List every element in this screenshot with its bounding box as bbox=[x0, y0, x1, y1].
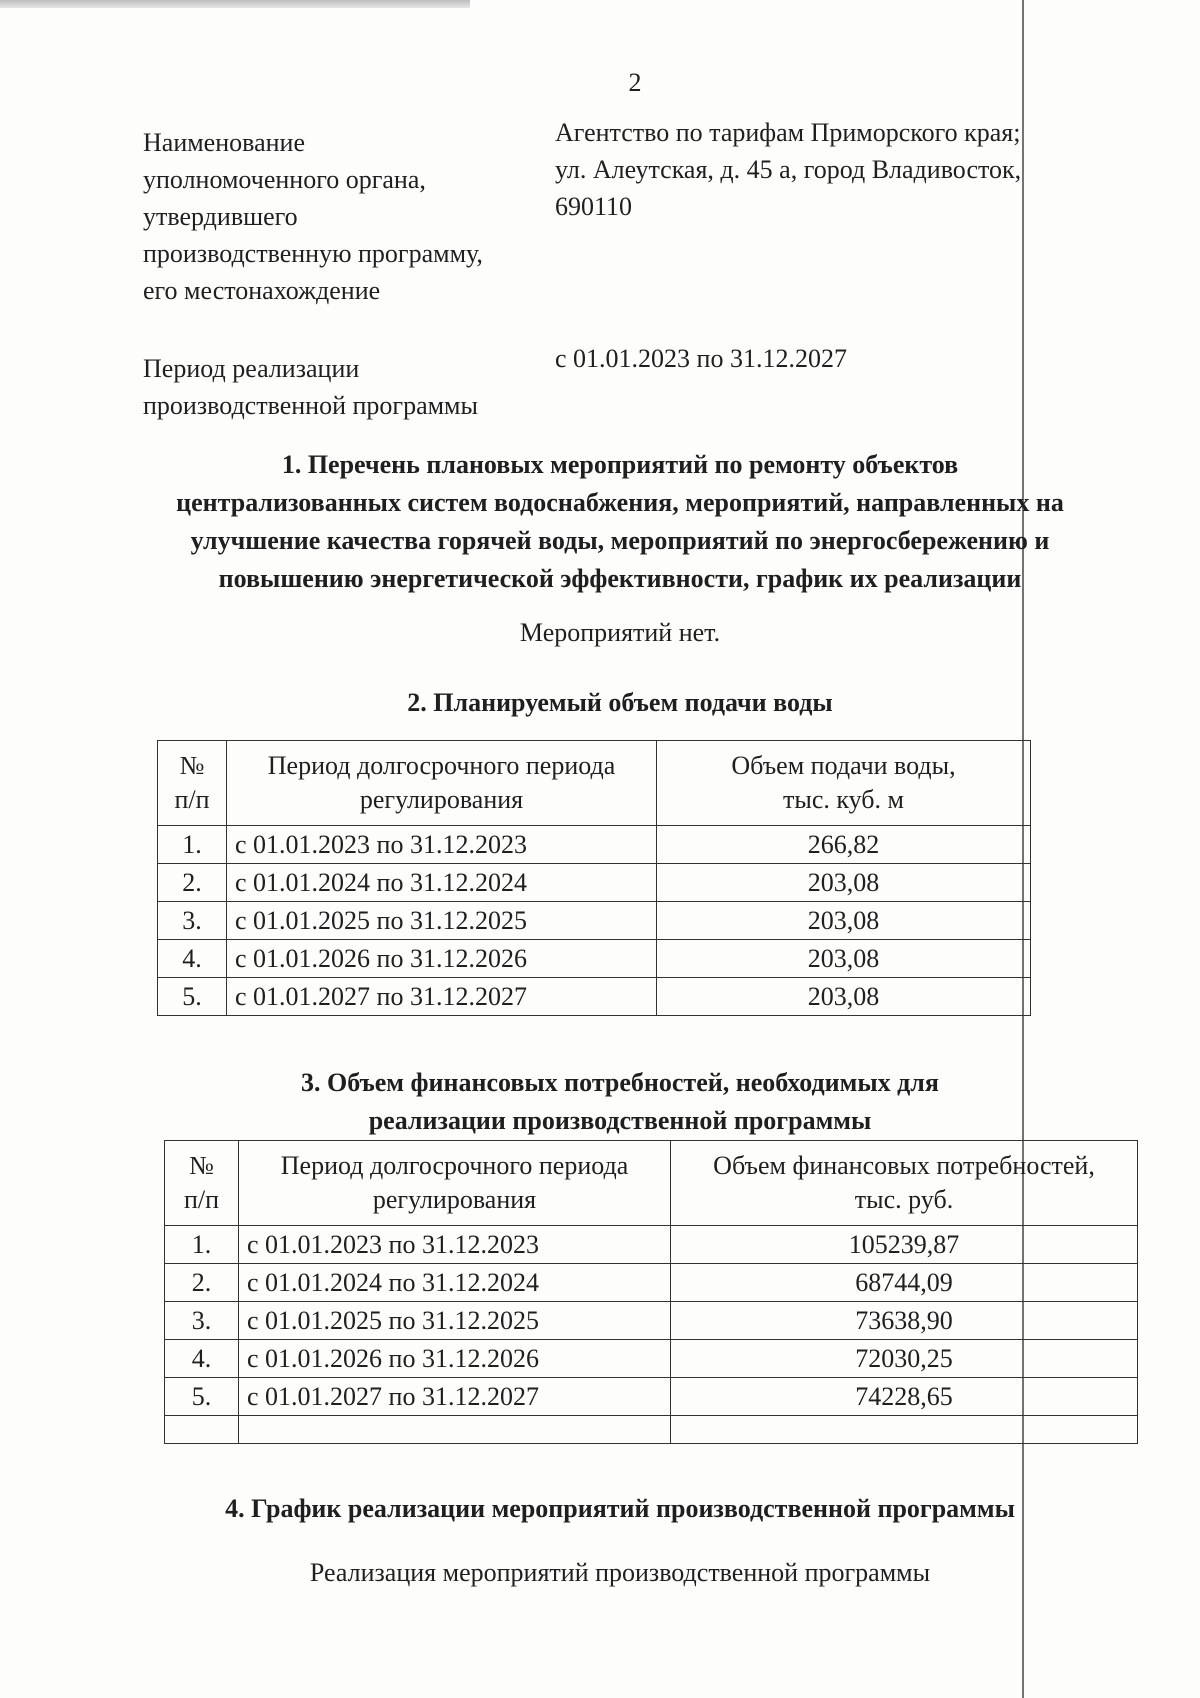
row-value: 105239,87 bbox=[671, 1226, 1138, 1264]
table-row bbox=[165, 1340, 1138, 1378]
row-number: 3. bbox=[165, 1302, 239, 1340]
row-value: 203,08 bbox=[657, 940, 1031, 978]
row-number: 3. bbox=[158, 902, 227, 940]
col-period-header: Период долгосрочного периода регулирования bbox=[239, 1141, 671, 1226]
empty-cell bbox=[239, 1416, 671, 1444]
row-period: с 01.01.2025 по 31.12.2025 bbox=[227, 902, 657, 940]
table-header-row bbox=[165, 1141, 1138, 1226]
table-row bbox=[158, 864, 1031, 902]
section4-title: 4. График реализации мероприятий производственной программы bbox=[225, 1494, 1015, 1523]
row-period: с 01.01.2026 по 31.12.2026 bbox=[239, 1340, 671, 1378]
col-number-header: № п/п bbox=[165, 1141, 239, 1226]
row-period: с 01.01.2026 по 31.12.2026 bbox=[227, 940, 657, 978]
authority-value: Агентство по тарифам Приморского края; ул. Алеутская, д. 45 а, город Владивосток, 690110 bbox=[555, 118, 1022, 221]
section1-text: Мероприятий нет. bbox=[519, 618, 721, 647]
period-value: с 01.01.2023 по 31.12.2027 bbox=[555, 344, 847, 373]
section1-title: 1. Перечень плановых мероприятий по ремонту объектов централизованных систем водоснабжения, мероприятий, направленных на улучшение качества горячей воды, мероприятий по энергосбережению и повышению энергетической эффективности, график их реализации bbox=[176, 450, 1064, 593]
authority-label: Наименование уполномоченного органа, утвердившего производственную программу, его местонахождение bbox=[143, 128, 483, 305]
row-period: с 01.01.2023 по 31.12.2023 bbox=[227, 826, 657, 864]
row-number: 2. bbox=[158, 864, 227, 902]
table-row bbox=[158, 826, 1031, 864]
section2-title: 2. Планируемый объем подачи воды bbox=[407, 688, 833, 717]
table-row bbox=[165, 1378, 1138, 1416]
row-period: с 01.01.2027 по 31.12.2027 bbox=[239, 1378, 671, 1416]
table-header-row bbox=[158, 741, 1031, 826]
row-number: 1. bbox=[158, 826, 227, 864]
water-volume-table bbox=[157, 740, 1031, 1016]
row-period: с 01.01.2023 по 31.12.2023 bbox=[239, 1226, 671, 1264]
table-row bbox=[158, 940, 1031, 978]
col-finance-header: Объем финансовых потребностей, тыс. руб. bbox=[671, 1141, 1138, 1226]
table-row bbox=[158, 978, 1031, 1016]
row-number: 5. bbox=[165, 1378, 239, 1416]
col-volume-header: Объем подачи воды, тыс. куб. м bbox=[657, 741, 1031, 826]
empty-cell bbox=[165, 1416, 239, 1444]
section4-text: Реализация мероприятий производственной программы bbox=[309, 1558, 931, 1587]
table-row bbox=[165, 1302, 1138, 1340]
row-value: 203,08 bbox=[657, 902, 1031, 940]
scan-top-edge bbox=[0, 0, 470, 8]
row-period: с 01.01.2025 по 31.12.2025 bbox=[239, 1302, 671, 1340]
row-value: 73638,90 bbox=[671, 1302, 1138, 1340]
page-number: 2 bbox=[628, 68, 642, 97]
row-value: 266,82 bbox=[657, 826, 1031, 864]
row-value: 203,08 bbox=[657, 978, 1031, 1016]
section3-title: 3. Объем финансовых потребностей, необходимых для реализации производственной программы bbox=[301, 1068, 939, 1135]
row-number: 2. bbox=[165, 1264, 239, 1302]
row-period: с 01.01.2024 по 31.12.2024 bbox=[239, 1264, 671, 1302]
row-value: 68744,09 bbox=[671, 1264, 1138, 1302]
period-label: Период реализации производственной программы bbox=[143, 354, 478, 420]
row-value: 72030,25 bbox=[671, 1340, 1138, 1378]
row-period: с 01.01.2024 по 31.12.2024 bbox=[227, 864, 657, 902]
row-number: 4. bbox=[165, 1340, 239, 1378]
table-row-empty bbox=[165, 1416, 1138, 1444]
col-number-header: № п/п bbox=[158, 741, 227, 826]
row-number: 1. bbox=[165, 1226, 239, 1264]
row-value: 74228,65 bbox=[671, 1378, 1138, 1416]
row-number: 4. bbox=[158, 940, 227, 978]
table-row bbox=[165, 1264, 1138, 1302]
row-period: с 01.01.2027 по 31.12.2027 bbox=[227, 978, 657, 1016]
table-row bbox=[158, 902, 1031, 940]
row-number: 5. bbox=[158, 978, 227, 1016]
table-row bbox=[165, 1226, 1138, 1264]
empty-cell bbox=[671, 1416, 1138, 1444]
row-value: 203,08 bbox=[657, 864, 1031, 902]
col-period-header: Период долгосрочного периода регулирования bbox=[227, 741, 657, 826]
financial-needs-table bbox=[164, 1140, 1138, 1444]
